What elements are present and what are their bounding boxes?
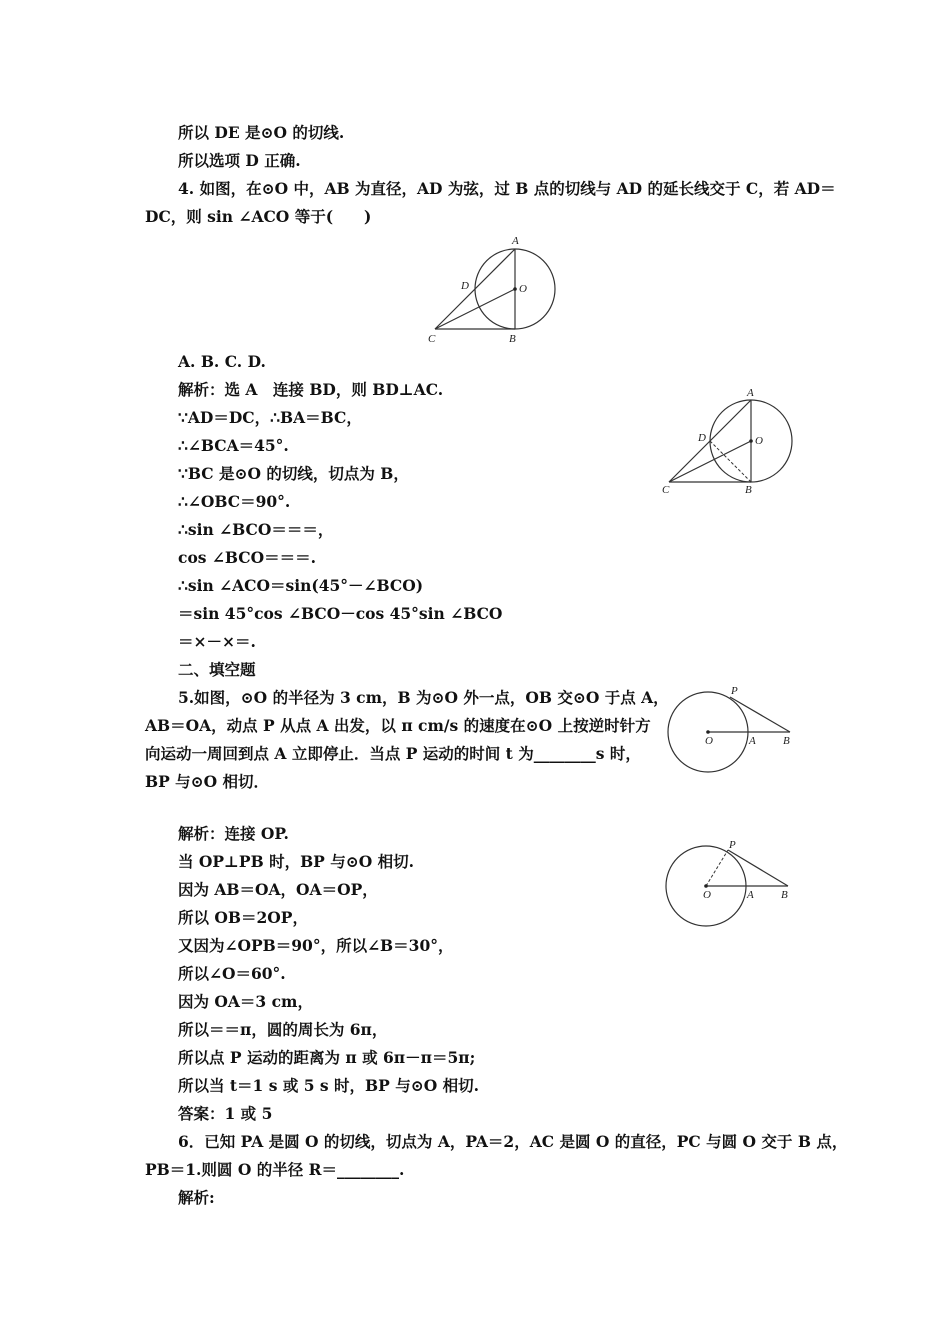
solution-line: ∴sin ∠BCO＝＝＝， [178,520,334,539]
solution-line: ∵BC 是⊙O 的切线，切点为 B， [178,464,409,483]
solution-line: 又因为∠OPB＝90°，所以∠B＝30°， [178,936,454,955]
label-P: P [731,685,738,697]
solution-line: 所以 OB＝2OP， [178,908,308,927]
question-4-stem: DC，则 sin ∠ACO 等于( ) [145,207,372,226]
label-B: B [509,333,516,345]
question-5-stem: 5.如图，⊙O 的半径为 3 cm，B 为⊙O 外一点，OB 交⊙O 于点 A， [178,688,669,707]
label-B: B [781,889,788,901]
solution-line: 所以当 t＝1 s 或 5 s 时，BP 与⊙O 相切. [178,1076,479,1095]
solution-line: ∴sin ∠ACO＝sin(45°－∠BCO) [178,576,424,595]
label-A: A [749,735,756,747]
label-C: C [662,484,670,496]
label-C: C [428,333,436,345]
label-A: A [747,387,754,399]
label-B: B [783,735,790,747]
solution-line: ∵AD＝DC，∴BA＝BC， [178,408,362,427]
label-P: P [729,839,736,851]
answer-options: A. B. C. D. [178,352,266,371]
label-B: B [745,484,752,496]
label-A: A [747,889,754,901]
figure-q4 [420,232,570,347]
solution-line: ＝×－×＝. [178,632,256,651]
label-O: O [703,889,711,901]
question-4-stem: 4. 如图，在⊙O 中，AB 为直径，AD 为弦，过 B 点的切线与 AD 的延长线交于 C，若 AD＝ [178,179,836,198]
solution-line: 所以点 P 运动的距离为 π 或 6π－π＝5π; [178,1048,476,1067]
solution-line: cos ∠BCO＝＝＝. [178,548,317,567]
solution-line: 因为 OA＝3 cm， [178,992,313,1011]
question-6-stem: PB＝1.则圆 O 的半径 R＝________. [145,1160,405,1179]
label-D: D [461,280,469,292]
section-heading: 二、填空题 [178,660,256,679]
figure-q5 [665,682,805,782]
solution-line: 解析：连接 OP. [178,824,289,843]
solution-line: ＝sin 45°cos ∠BCO－cos 45°sin ∠BCO [178,604,503,623]
label-O: O [705,735,713,747]
solution-line: ∴∠OBC＝90°. [178,492,291,511]
solution-line: 所以＝＝π，圆的周长为 6π， [178,1020,388,1039]
solution-line: ∴∠BCA＝45°. [178,436,289,455]
solution-line: 所以∠O＝60°. [178,964,286,983]
label-O: O [519,283,527,295]
solution-line: 解析: [178,1188,215,1207]
label-A: A [512,235,519,247]
label-O: O [755,435,763,447]
question-5-stem: 向运动一周回到点 A 立即停止．当点 P 运动的时间 t 为________s 时， [145,744,641,763]
label-D: D [698,432,706,444]
solution-line: 当 OP⊥PB 时，BP 与⊙O 相切. [178,852,415,871]
question-6-stem: 6．已知 PA 是圆 O 的切线，切点为 A，PA＝2，AC 是圆 O 的直径，PC 与圆 O 交于 B 点， [178,1132,848,1151]
text-line: 所以选项 D 正确. [178,151,301,170]
text-line: 所以 DE 是⊙O 的切线. [178,123,345,142]
solution-line: 因为 AB＝OA，OA＝OP， [178,880,378,899]
answer-line: 答案：1 或 5 [178,1104,273,1123]
solution-line: 解析：选 A 连接 BD，则 BD⊥AC. [178,380,444,399]
question-5-stem: BP 与⊙O 相切． [145,772,270,791]
question-5-stem: AB＝OA，动点 P 从点 A 出发，以 π cm/s 的速度在⊙O 上按逆时针方 [145,716,651,735]
figure-q5-solution [663,838,803,938]
figure-q4-solution [655,385,805,500]
